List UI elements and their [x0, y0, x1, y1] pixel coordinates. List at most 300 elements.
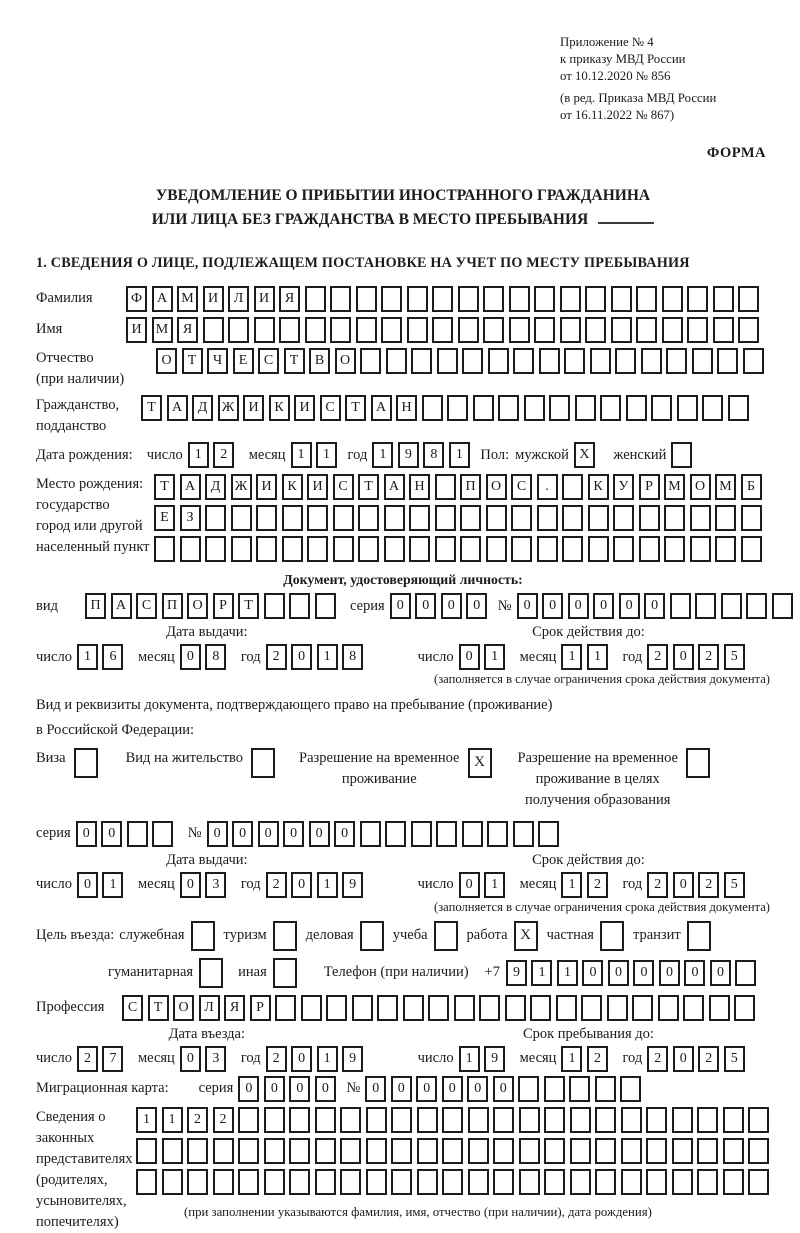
month-label: месяц [519, 1050, 557, 1067]
form-cell [462, 821, 483, 847]
citizenship-grid [141, 395, 753, 421]
form-cell [697, 1169, 718, 1195]
form-cell: 0 [459, 644, 480, 670]
form-cell: 0 [264, 1076, 285, 1102]
form-cell [723, 1169, 744, 1195]
form-cell: Я [279, 286, 300, 312]
form-cell: Р [213, 593, 234, 619]
form-cell: 0 [442, 1076, 463, 1102]
form-cell: Т [148, 995, 169, 1021]
entry-date-group [36, 1026, 378, 1072]
number-label: № [187, 825, 202, 842]
purpose-tourism-checkbox [273, 921, 297, 951]
form-cell [639, 536, 660, 562]
representatives-row [36, 1107, 770, 1233]
form-cell: 2 [647, 872, 668, 898]
form-cell: 1 [449, 442, 470, 468]
form-cell: Т [182, 348, 203, 374]
year-label: год [622, 876, 643, 893]
form-cell: 1 [587, 644, 608, 670]
number-label: № [346, 1080, 361, 1097]
form-cell [697, 1138, 718, 1164]
form-cell [381, 286, 402, 312]
migration-card-row [36, 1076, 770, 1102]
form-cell [664, 505, 685, 531]
doc-kind-label: вид [36, 597, 58, 614]
stay-issue-day-grid [77, 872, 128, 898]
form-cell [417, 1169, 438, 1195]
purpose-row2 [108, 958, 770, 988]
form-cell [486, 505, 507, 531]
form-cell: И [126, 317, 147, 343]
form-cell [534, 286, 555, 312]
form-cell: 9 [506, 960, 527, 986]
stay-number-grid [207, 821, 564, 847]
form-cell [289, 1169, 310, 1195]
surname-label: Фамилия [36, 290, 93, 307]
residence-label: Вид на жительство [125, 749, 244, 766]
form-cell [713, 286, 734, 312]
form-cell [646, 1107, 667, 1133]
form-cell: 0 [593, 593, 614, 619]
form-cell [256, 505, 277, 531]
form-cell [162, 1169, 183, 1195]
form-cell [458, 317, 479, 343]
valid-heading: Срок действия до: [532, 624, 645, 641]
form-cell: Т [345, 395, 366, 421]
rvp-label-line2: проживание [341, 770, 417, 787]
form-cell: 0 [76, 821, 97, 847]
doc-number-grid [517, 593, 798, 619]
purpose-option-label: учеба [392, 927, 428, 944]
form-cell [279, 317, 300, 343]
rvp-edu-label [518, 748, 678, 811]
form-cell: И [254, 286, 275, 312]
form-cell [432, 317, 453, 343]
form-cell: К [588, 474, 609, 500]
form-cell [613, 505, 634, 531]
purpose-option-commercial [306, 921, 384, 951]
form-cell [307, 505, 328, 531]
form-cell [717, 348, 738, 374]
form-cell [575, 395, 596, 421]
representatives-label [36, 1107, 136, 1233]
entry-dates-row [36, 1026, 770, 1072]
birthplace-grids [154, 474, 766, 567]
form-cell [615, 348, 636, 374]
form-cell: 2 [213, 442, 234, 468]
form-cell [570, 1138, 591, 1164]
stay-until-group [418, 1026, 760, 1072]
representatives-grid-row2 [136, 1138, 774, 1164]
form-cell [588, 536, 609, 562]
form-cell: 0 [659, 960, 680, 986]
form-cell [518, 1076, 539, 1102]
form-cell [435, 536, 456, 562]
birth-month-grid [291, 442, 342, 468]
form-cell [702, 395, 723, 421]
form-cell [136, 1138, 157, 1164]
form-cell: 1 [317, 872, 338, 898]
stay-issue-month-grid [180, 872, 231, 898]
form-cell: С [333, 474, 354, 500]
form-cell [154, 536, 175, 562]
form-cell [428, 995, 449, 1021]
stay-doc-intro-line2: в Российской Федерации: [36, 722, 195, 739]
form-cell [646, 1169, 667, 1195]
form-cell: К [269, 395, 290, 421]
form-cell [636, 317, 657, 343]
form-cell [537, 536, 558, 562]
form-cell [715, 505, 736, 531]
form-cell: 1 [561, 872, 582, 898]
form-cell [411, 821, 432, 847]
form-cell: И [307, 474, 328, 500]
form-cell: П [460, 474, 481, 500]
form-cell [728, 395, 749, 421]
form-cell [136, 1169, 157, 1195]
doc-series-grid [390, 593, 492, 619]
form-cell [493, 1107, 514, 1133]
form-cell [530, 995, 551, 1021]
form-cell [358, 505, 379, 531]
doc-kind-grid [85, 593, 340, 619]
form-cell [690, 505, 711, 531]
month-label: месяц [519, 648, 557, 665]
mc-number-grid [365, 1076, 646, 1102]
purpose-transit-checkbox [687, 921, 711, 951]
form-cell: 0 [673, 644, 694, 670]
form-cell: С [258, 348, 279, 374]
migration-card-label: Миграционная карта: [36, 1080, 169, 1097]
year-label: год [240, 876, 261, 893]
form-cell [411, 348, 432, 374]
form-cell [340, 1107, 361, 1133]
form-cell: 0 [77, 872, 98, 898]
form-cell: А [371, 395, 392, 421]
series-label: серия [198, 1080, 234, 1097]
name-grid [126, 317, 764, 343]
month-label: месяц [137, 876, 175, 893]
form-cell [460, 536, 481, 562]
form-cell: 8 [423, 442, 444, 468]
form-cell [305, 317, 326, 343]
birthplace-label-line3: город или другой [36, 518, 143, 535]
representatives-label-line6: попечителях) [36, 1213, 119, 1230]
form-cell [305, 286, 326, 312]
form-cell [709, 995, 730, 1021]
form-cell [315, 1138, 336, 1164]
form-cell: 0 [232, 821, 253, 847]
form-cell [672, 1107, 693, 1133]
form-cell [513, 348, 534, 374]
form-cell [738, 286, 759, 312]
form-cell: 0 [673, 1046, 694, 1072]
form-cell: С [320, 395, 341, 421]
form-cell: О [335, 348, 356, 374]
form-cell [748, 1138, 769, 1164]
form-cell: 0 [180, 644, 201, 670]
valid-month-grid [561, 644, 612, 670]
form-cell: В [309, 348, 330, 374]
form-cell [746, 593, 767, 619]
form-cell [282, 505, 303, 531]
form-cell [205, 505, 226, 531]
form-cell [264, 1107, 285, 1133]
form-cell: 0 [101, 821, 122, 847]
form-cell [180, 536, 201, 562]
form-cell: 1 [557, 960, 578, 986]
profession-label: Профессия [36, 999, 105, 1016]
form-cell: 0 [291, 644, 312, 670]
form-cell [697, 1107, 718, 1133]
form-cell [666, 348, 687, 374]
surname-row [36, 286, 770, 312]
representatives-label-line1: Сведения о [36, 1108, 106, 1125]
purpose-option-label: туризм [223, 927, 267, 944]
form-cell [621, 1169, 642, 1195]
form-cell: Я [224, 995, 245, 1021]
form-cell [326, 995, 347, 1021]
form-cell: И [243, 395, 264, 421]
patronymic-label-line1: Отчество [36, 349, 94, 366]
form-cell: 9 [398, 442, 419, 468]
form-cell [513, 821, 534, 847]
form-cell [264, 593, 285, 619]
purpose-study-checkbox [434, 921, 458, 951]
form-cell [544, 1107, 565, 1133]
birthdate-row [36, 442, 770, 468]
form-cell: 1 [372, 442, 393, 468]
form-cell [437, 348, 458, 374]
form-cell: 0 [365, 1076, 386, 1102]
form-cell [692, 348, 713, 374]
form-cell [458, 286, 479, 312]
form-cell: 5 [724, 1046, 745, 1072]
patronymic-grid [156, 348, 768, 374]
purpose-option-label: гуманитарная [108, 964, 194, 981]
form-cell [493, 1138, 514, 1164]
residence-checkbox [251, 748, 275, 778]
form-cell: Д [205, 474, 226, 500]
form-cell [282, 536, 303, 562]
form-cell: 0 [309, 821, 330, 847]
form-cell [187, 1169, 208, 1195]
form-cell [748, 1107, 769, 1133]
form-cell [687, 286, 708, 312]
form-cell [658, 995, 679, 1021]
form-cell [672, 1138, 693, 1164]
form-cell: 1 [561, 644, 582, 670]
form-cell [442, 1138, 463, 1164]
surname-grid [126, 286, 764, 312]
form-cell: 0 [493, 1076, 514, 1102]
edition-line: (в ред. Приказа МВД России [560, 90, 717, 105]
purpose-option-transit [633, 921, 711, 951]
form-cell: 0 [673, 872, 694, 898]
form-cell: 5 [724, 872, 745, 898]
form-cell: Р [250, 995, 271, 1021]
form-cell: 2 [266, 1046, 287, 1072]
purpose-option-label: служебная [119, 927, 185, 944]
valid-heading: Срок действия до: [532, 851, 645, 868]
form-cell: 1 [531, 960, 552, 986]
representatives-grid-row1 [136, 1107, 774, 1133]
form-cell: Е [233, 348, 254, 374]
form-cell: 2 [187, 1107, 208, 1133]
form-cell [381, 317, 402, 343]
form-cell: 0 [441, 593, 462, 619]
title-blank-underline [598, 210, 654, 224]
form-cell [356, 286, 377, 312]
form-cell: П [162, 593, 183, 619]
birthplace-grid-row2 [154, 505, 766, 531]
citizenship-label-line1: Гражданство, [36, 396, 120, 413]
form-cell [409, 505, 430, 531]
form-cell [462, 348, 483, 374]
year-label: год [240, 1050, 261, 1067]
form-cell [741, 536, 762, 562]
form-cell [231, 536, 252, 562]
stay-issue-group [36, 852, 378, 898]
form-cell [570, 1107, 591, 1133]
form-cell: С [511, 474, 532, 500]
citizenship-row [36, 395, 770, 437]
form-cell: 0 [291, 1046, 312, 1072]
form-cell [386, 348, 407, 374]
form-cell [238, 1169, 259, 1195]
form-cell: 0 [415, 593, 436, 619]
patronymic-row [36, 348, 770, 390]
form-cell [238, 1107, 259, 1133]
form-cell: 0 [608, 960, 629, 986]
form-cell: 2 [587, 872, 608, 898]
phone-prefix: +7 [484, 964, 500, 981]
form-cell: Т [141, 395, 162, 421]
male-label: мужской [515, 446, 569, 463]
form-cell [735, 960, 756, 986]
identity-kind-row [36, 593, 770, 619]
form-cell: 0 [258, 821, 279, 847]
purpose-option-private [547, 921, 624, 951]
form-cell: Т [154, 474, 175, 500]
visa-label: Виза [36, 749, 66, 766]
form-cell [442, 1169, 463, 1195]
birthplace-label-line2: государство [36, 497, 110, 514]
form-cell [662, 286, 683, 312]
form-cell [213, 1169, 234, 1195]
form-cell [595, 1138, 616, 1164]
form-cell: М [152, 317, 173, 343]
rvp-label [299, 748, 459, 790]
edition-line: от 16.11.2022 № 867) [560, 107, 675, 122]
form-cell [436, 821, 457, 847]
form-cell: 2 [698, 1046, 719, 1072]
form-cell [519, 1169, 540, 1195]
form-title-line1: УВЕДОМЛЕНИЕ О ПРИБЫТИИ ИНОСТРАННОГО ГРАЖДАНИНА [155, 187, 651, 205]
form-cell [690, 536, 711, 562]
form-cell [488, 348, 509, 374]
issue-day-grid [77, 644, 128, 670]
female-checkbox [671, 442, 692, 468]
form-cell [254, 317, 275, 343]
annex-line: Приложение № 4 [560, 35, 654, 49]
form-cell: 9 [342, 872, 363, 898]
form-cell: 0 [180, 872, 201, 898]
form-cell [330, 286, 351, 312]
form-cell [560, 286, 581, 312]
form-cell [333, 505, 354, 531]
form-cell [562, 505, 583, 531]
purpose-business-checkbox [191, 921, 215, 951]
year-label: год [622, 648, 643, 665]
form-cell: О [187, 593, 208, 619]
form-cell: 0 [334, 821, 355, 847]
representatives-label-line2: законных [36, 1129, 95, 1146]
issue-year-grid [266, 644, 368, 670]
rvp-edu-label-line2: проживание в целях [535, 770, 660, 787]
form-cell [672, 1169, 693, 1195]
purpose-option-work [467, 921, 538, 951]
form-cell [595, 1076, 616, 1102]
purpose-option-other [238, 958, 297, 988]
form-cell: Ж [231, 474, 252, 500]
form-title-line2: ИЛИ ЛИЦА БЕЗ ГРАЖДАНСТВА В МЕСТО ПРЕБЫВАНИЯ [36, 208, 770, 231]
form-cell: П [85, 593, 106, 619]
form-cell [289, 593, 310, 619]
stay-until-heading: Срок пребывания до: [522, 1025, 654, 1042]
form-cell: Л [199, 995, 220, 1021]
form-cell [417, 1138, 438, 1164]
sex-label: Пол: [480, 446, 510, 463]
form-cell [454, 995, 475, 1021]
form-cell [511, 536, 532, 562]
form-cell [366, 1107, 387, 1133]
form-cell [721, 593, 742, 619]
form-cell [498, 395, 519, 421]
stay-type-row [36, 748, 770, 811]
form-cell [715, 536, 736, 562]
phone-grid [506, 960, 761, 986]
form-cell [483, 286, 504, 312]
purpose-work-checkbox: X [514, 921, 538, 951]
form-cell: 0 [459, 872, 480, 898]
purpose-commercial-checkbox [360, 921, 384, 951]
form-cell [187, 1138, 208, 1164]
form-cell: 1 [484, 644, 505, 670]
form-cell [289, 1138, 310, 1164]
form-cell [422, 395, 443, 421]
form-cell: Д [192, 395, 213, 421]
form-cell: М [664, 474, 685, 500]
form-cell: 2 [647, 644, 668, 670]
form-cell [315, 1107, 336, 1133]
section1-heading: 1. СВЕДЕНИЯ О ЛИЦЕ, ПОДЛЕЖАЩЕМ ПОСТАНОВКЕ НА УЧЕТ ПО МЕСТУ ПРЕБЫВАНИЯ [36, 254, 690, 271]
profession-grid [122, 995, 760, 1021]
birth-year-grid [372, 442, 474, 468]
purpose-option-label: транзит [632, 927, 681, 944]
form-cell: 0 [283, 821, 304, 847]
form-cell: 0 [517, 593, 538, 619]
identity-valid-group [418, 624, 760, 670]
stay-until-day-grid [459, 1046, 510, 1072]
form-cell: А [152, 286, 173, 312]
identity-doc-heading: Документ, удостоверяющий личность: [283, 572, 523, 588]
form-cell [238, 1138, 259, 1164]
form-cell [468, 1138, 489, 1164]
entry-day-grid [77, 1046, 128, 1072]
stay-valid-group [418, 852, 760, 898]
